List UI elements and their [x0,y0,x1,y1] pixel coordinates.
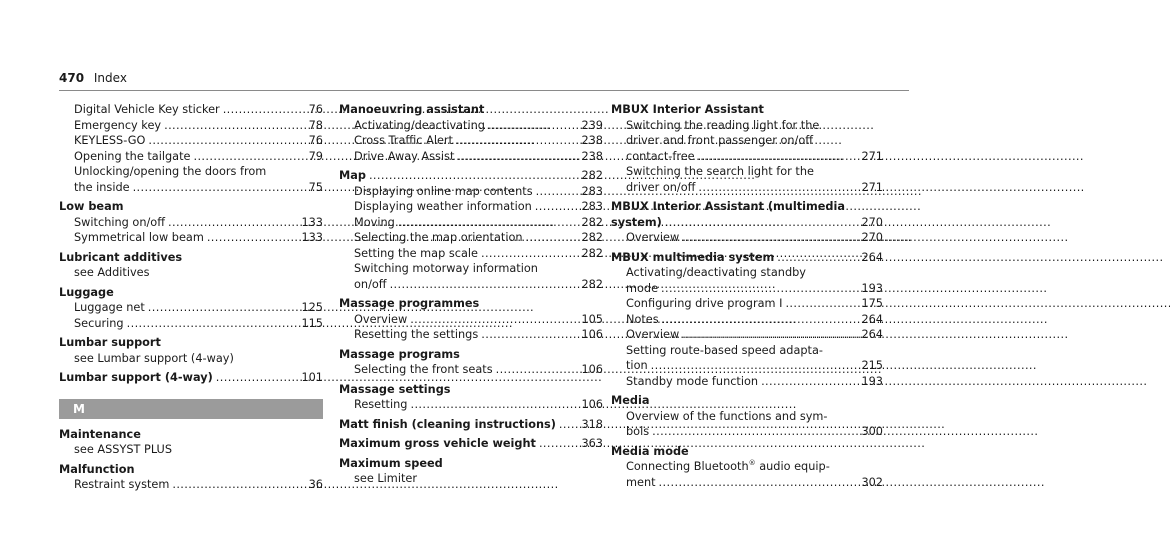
page-ref[interactable]: 271 [861,180,883,194]
index-subentry [626,374,883,390]
leader-dots [698,180,858,196]
index-subentry [74,300,323,316]
page-ref[interactable]: 105 [581,312,603,326]
entry-label: Overview [354,312,408,326]
leader-dots [496,362,579,378]
index-subentry [74,316,323,332]
index-subentry [74,118,323,134]
index-subentry [354,362,603,378]
page-ref[interactable]: 282 [581,277,603,291]
entry-label: Moving [354,215,395,229]
page-ref[interactable]: 300 [861,425,883,438]
index-subentry [74,180,323,196]
entry-label: Digital Vehicle Key sticker [74,103,220,116]
leader-dots [536,184,579,200]
entry-label: Symmetrical low beam [74,231,204,244]
entry-label: on/off [354,277,387,291]
page-ref[interactable]: 125 [301,301,323,314]
leader-dots [369,168,578,184]
index-subentry [354,149,603,165]
page-ref[interactable]: 133 [301,231,323,244]
entry-label: Standby mode function [626,374,759,388]
page-title: Index [93,71,127,85]
section-letter-band: M [59,399,323,419]
leader-dots [488,118,578,134]
index-column-3 [611,102,883,494]
leader-dots [148,300,299,316]
entry-label: Configuring drive program I [626,297,783,310]
leader-dots [652,424,858,440]
page-ref[interactable]: 282 [581,246,603,260]
entry-heading: Massage programmes [339,297,480,310]
entry-label: Setting the map scale [354,246,478,260]
entry-heading: Media [611,394,650,407]
page-ref[interactable]: 264 [861,312,883,326]
index-entry-mbux-interior-assistant-multimedia [611,199,883,246]
header-divider [59,90,909,91]
entry-heading: Maximum gross vehicle weight [339,437,536,450]
entry-label-part: Connecting Bluetooth [626,460,749,473]
index-entry-lumbar-support-4-way [59,370,323,386]
index-entry-map [339,168,603,292]
index-entry-lumbar-support [59,335,323,366]
entry-heading: Massage settings [339,382,451,396]
entry-label: Displaying online map contents [354,184,533,198]
page-ref[interactable]: 115 [301,316,323,330]
leader-dots [539,436,578,452]
index-entry-lubricant-additives [59,250,323,281]
page-ref[interactable]: 264 [861,328,883,341]
index-entry-maximum-gross-vehicle-weight [339,436,603,452]
leader-dots [127,316,299,332]
leader-dots [168,215,298,231]
index-subentry [626,180,883,196]
entry-heading: system) [611,215,662,229]
index-entry-mbux-interior-assistant [611,102,883,195]
see-reference[interactable]: see Lumbar support (4-way) [74,351,234,365]
entry-label-line: Switching the reading light for the [626,118,820,132]
entry-heading: Map [339,169,366,182]
entry-heading: Maximum speed [339,456,443,470]
page-ref[interactable]: 270 [861,231,883,244]
leader-dots [761,374,858,390]
entry-label: Opening the tailgate [74,149,191,163]
entry-label-line: Activating/deactivating standby [626,266,806,279]
entry-label: mode [626,281,659,295]
index-subentry [354,246,603,262]
leader-dots [665,215,859,231]
index-subentry [74,215,323,231]
leader-dots [410,397,578,413]
page-ref[interactable]: 238 [581,149,603,163]
index-subentry [626,230,883,246]
index-entry-massage-programs [339,347,603,378]
leader-dots [682,230,858,246]
see-reference[interactable]: see ASSYST PLUS [74,443,172,456]
entry-label: Drive Away Assist [354,149,455,163]
leader-dots [207,230,299,246]
page-ref[interactable]: 239 [581,118,603,132]
entry-heading: Malfunction [59,462,135,476]
entry-label: the inside [74,180,130,194]
entry-label: Selecting the front seats [354,363,493,376]
index-entry-massage-settings [339,382,603,413]
entry-label: Cross Traffic Alert [354,134,453,147]
entry-heading: Maintenance [59,427,141,441]
entry-heading: Luggage [59,285,114,299]
entry-heading: Matt finish (cleaning instructions) [339,417,556,431]
index-entry-maximum-speed [339,456,603,487]
leader-dots [559,417,579,433]
index-entry-matt-finish [339,417,603,433]
page-header [59,71,127,87]
registered-mark: ® [748,459,756,468]
entry-label-line: Overview of the functions and sym- [626,409,828,423]
index-subentry [354,277,603,293]
page-ref[interactable]: 264 [861,250,883,264]
leader-dots [456,133,578,149]
index-entry-maintenance [59,427,323,458]
leader-dots [535,199,579,215]
page-ref[interactable]: 76 [308,103,323,116]
page-ref[interactable]: 193 [861,374,883,388]
index-subentry [354,327,603,343]
leader-dots [785,296,858,312]
index-subentry [354,397,603,413]
entry-heading: Lubricant additives [59,250,183,264]
leader-dots [223,102,306,118]
leader-dots [698,149,859,165]
index-subentry [354,133,603,149]
page-ref[interactable]: 302 [861,475,883,489]
entry-label: contact-free [626,149,695,163]
entry-label: Activating/deactivating [354,118,485,132]
page-ref[interactable]: 282 [581,215,603,229]
leader-dots [526,230,579,246]
entry-heading-line: MBUX Interior Assistant (multimedia [611,200,846,213]
index-entry-mbux-multimedia-system [611,250,883,390]
entry-label: Overview [626,328,680,341]
entry-label: Resetting [354,398,408,411]
page-ref[interactable]: 271 [861,149,883,163]
index-entry-manoeuvring-assistant [339,102,603,164]
entry-label: Luggage net [74,301,145,314]
see-reference[interactable]: see Limiter [354,472,417,485]
index-subentry [354,215,603,231]
page-ref[interactable]: 270 [861,215,883,229]
page-ref[interactable]: 283 [581,200,603,213]
leader-dots [651,358,859,374]
entry-label: Selecting the map orientation [354,231,523,244]
entry-label: Restraint system [74,478,170,491]
page-number: 470 [59,71,85,85]
entry-label-part: audio equip- [755,460,830,473]
leader-dots [662,312,859,328]
index-subentry [626,475,883,491]
entry-heading: Lumbar support (4-way) [59,371,213,384]
entry-label: tion [626,359,648,372]
entry-label: Overview [626,231,680,244]
index-subentry [74,477,323,493]
index-column-1 [59,102,323,497]
page-ref[interactable]: 106 [581,328,603,341]
leader-dots [164,118,306,134]
entry-label: Notes [626,312,659,326]
index-heading-row [611,215,883,231]
entry-heading: Lumbar support [59,336,161,349]
entry-label: driver on/off [626,180,696,194]
leader-dots [216,370,299,386]
page-ref[interactable]: 282 [581,231,603,244]
entry-label: ment [626,475,656,489]
page-ref[interactable]: 215 [861,359,883,372]
page-ref[interactable]: 282 [581,169,603,182]
entry-heading: MBUX multimedia system [611,250,775,264]
index-subentry [626,424,883,440]
page-ref[interactable]: 76 [308,134,323,147]
index-column-2 [339,102,603,491]
page-ref[interactable]: 193 [861,281,883,295]
see-reference[interactable]: see Additives [74,266,150,279]
entry-label-line: Setting route-based speed adapta- [626,343,823,357]
leader-dots [777,250,858,266]
entry-heading: Media mode [611,444,689,458]
entry-label-line: driver and front passenger on/off [626,134,814,147]
entry-label-line: Switching motorway information [354,262,538,275]
entry-heading: Low beam [59,200,124,213]
index-entry-low-beam [59,199,323,246]
index-subentry [354,230,603,246]
leader-dots [682,327,858,343]
entry-label-line: Switching the search light for the [626,165,814,178]
page-ref[interactable]: 175 [861,297,883,310]
index-subentry [74,230,323,246]
leader-dots [172,477,305,493]
index-subentry [626,312,883,328]
index-subentry [626,281,883,297]
index-subentry [354,312,603,328]
index-entry-media-mode [611,444,883,491]
index-heading-row [611,250,883,266]
entry-label: Emergency key [74,118,162,132]
page-ref[interactable]: 133 [301,215,323,229]
entry-label-line [626,459,883,475]
index-heading-row [339,168,603,184]
page-ref[interactable]: 283 [581,184,603,198]
page-ref[interactable]: 106 [581,363,603,376]
page-ref[interactable]: 318 [581,417,603,431]
entry-heading: Massage programs [339,347,460,361]
entry-label: Switching on/off [74,215,165,229]
index-heading-row [339,417,603,433]
page-ref[interactable]: 238 [581,134,603,147]
entry-label: Resetting the settings [354,328,479,341]
entry-heading: Manoeuvring assistant [339,103,485,116]
entry-label: Securing [74,316,124,330]
leader-dots [398,215,579,231]
index-subentry [74,133,323,149]
index-entry-media [611,393,883,440]
index-subentry [626,327,883,343]
page-ref[interactable]: 36 [308,478,323,491]
index-subentry [74,102,323,118]
index-heading-row [59,370,323,386]
leader-dots [659,475,859,491]
leader-dots [481,246,578,262]
page-ref[interactable]: 78 [308,118,323,132]
entry-label-line: Unlocking/opening the doors from [74,165,267,178]
entry-label: bols [626,425,650,438]
leader-dots [481,327,578,343]
leader-dots [148,133,305,149]
page-ref[interactable]: 363 [581,437,603,450]
entry-label: Displaying weather information [354,200,532,213]
index-heading-row [339,436,603,452]
leader-dots [133,180,306,196]
index-entry-massage-programmes [339,296,603,343]
index-subentry [74,149,323,165]
leader-dots [193,149,305,165]
leader-dots [410,312,578,328]
leader-dots [457,149,578,165]
index-entry-malfunction [59,462,323,493]
page-ref[interactable]: 101 [301,371,323,384]
page-ref[interactable]: 106 [581,398,603,411]
index-entry-group [59,102,323,195]
index-entry-luggage [59,285,323,332]
entry-heading: MBUX Interior Assistant [611,103,764,116]
entry-label: KEYLESS-GO [74,134,146,147]
leader-dots [661,281,858,297]
index-subentry [354,118,603,134]
page-ref[interactable]: 79 [308,149,323,163]
index-subentry [354,184,603,200]
leader-dots [390,277,579,293]
index-subentry [354,199,603,215]
index-subentry [626,149,883,165]
index-subentry [626,296,883,312]
page-ref[interactable]: 75 [308,180,323,194]
index-subentry [626,358,883,374]
